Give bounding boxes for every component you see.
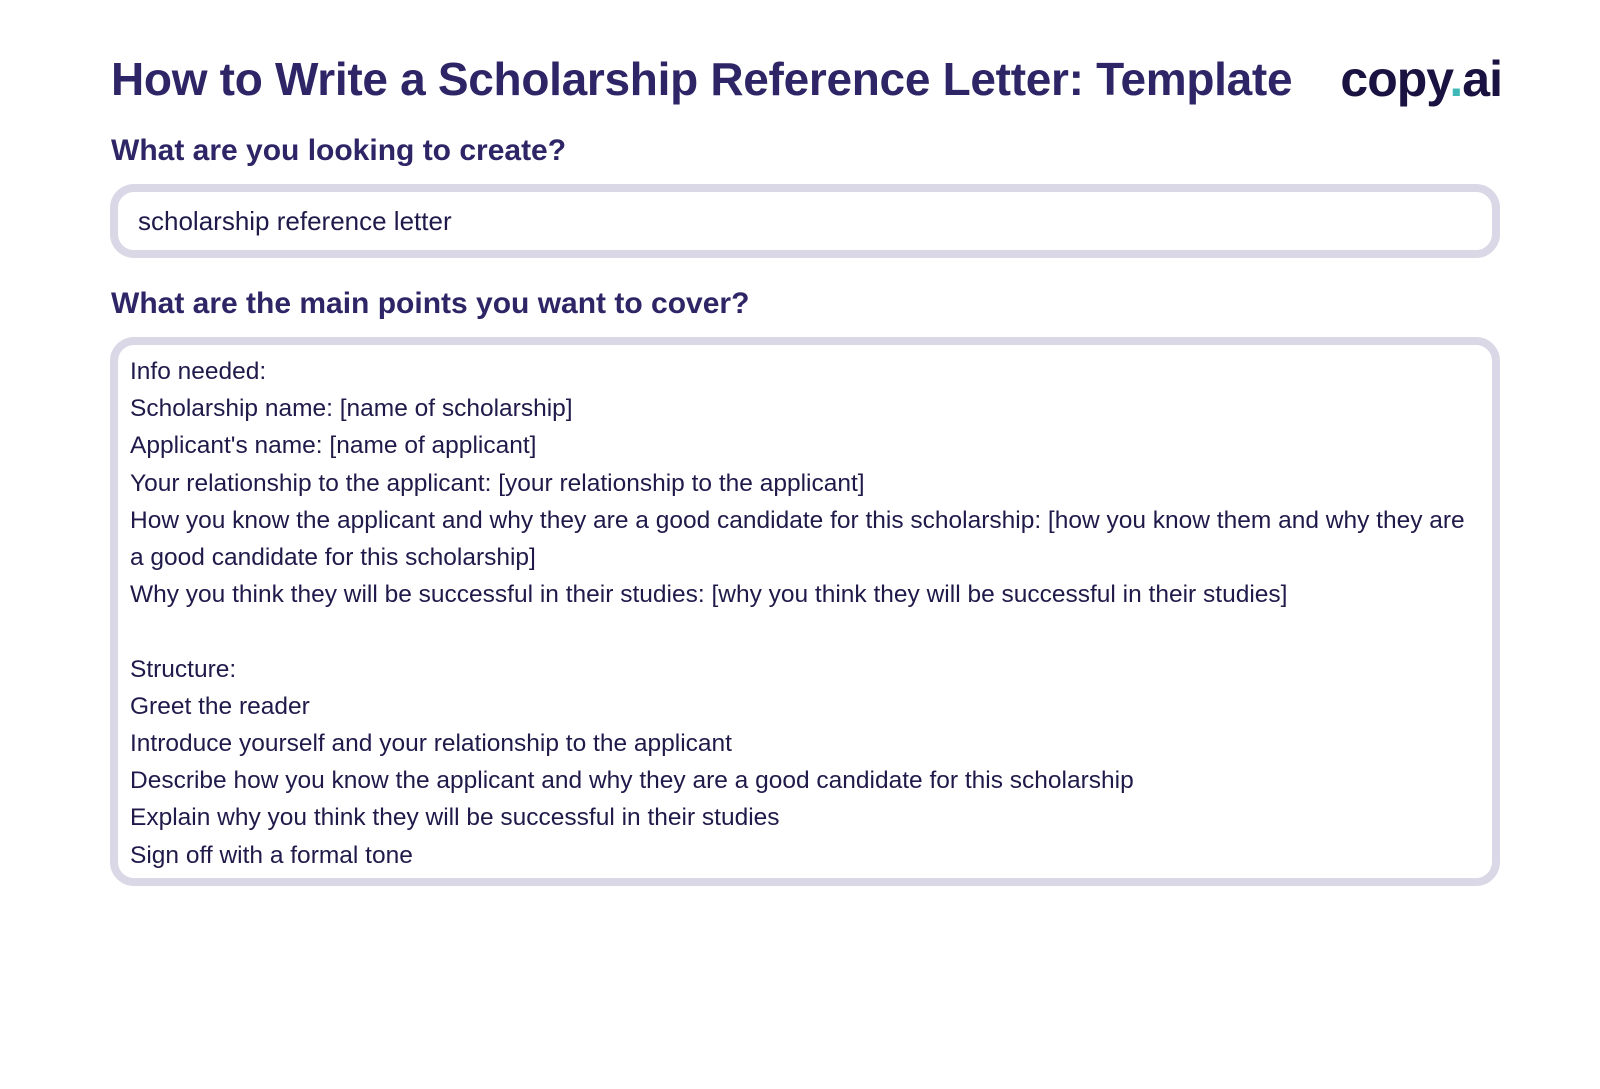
- main-points-line: Describe how you know the applicant and why they are a good candidate for this scholarship: [130, 767, 1134, 795]
- main-points-line: How you know the applicant and why they are a good candidate for this scholarship: [how you know them and why they are a good candidate for this scholarship]: [130, 506, 1465, 572]
- main-points-line: Applicant's name: [name of applicant]: [130, 432, 537, 460]
- logo-text-ai: ai: [1462, 51, 1502, 107]
- main-points-line: Explain why you think they will be successful in their studies: [130, 804, 780, 832]
- copy-ai-logo: [1340, 50, 1502, 108]
- create-question-label: What are you looking to create?: [111, 134, 567, 167]
- main-points-line: Info needed:: [130, 358, 267, 385]
- create-input-value: scholarship reference letter: [138, 206, 452, 236]
- main-points-line: Introduce yourself and your relationship to the applicant: [130, 730, 732, 758]
- main-points-line: Why you think they will be successful in their studies: [why you think they will be successful in their studies]: [130, 581, 1288, 609]
- main-points-blank-line: [130, 613, 1480, 650]
- page-title: How to Write a Scholarship Reference Letter: Template: [111, 53, 1293, 105]
- create-input[interactable]: [110, 184, 1500, 258]
- main-points-line: Sign off with a formal tone: [130, 841, 413, 869]
- logo-dot: .: [1449, 51, 1463, 107]
- main-points-textarea[interactable]: [110, 337, 1500, 886]
- main-points-line: Greet the reader: [130, 692, 310, 720]
- main-points-question-label: What are the main points you want to cover?: [111, 287, 750, 320]
- logo-text-copy: copy: [1340, 51, 1450, 107]
- main-points-line: Scholarship name: [name of scholarship]: [130, 395, 573, 423]
- main-points-line: Structure:: [130, 655, 237, 683]
- main-points-line: Your relationship to the applicant: [your relationship to the applicant]: [130, 469, 865, 497]
